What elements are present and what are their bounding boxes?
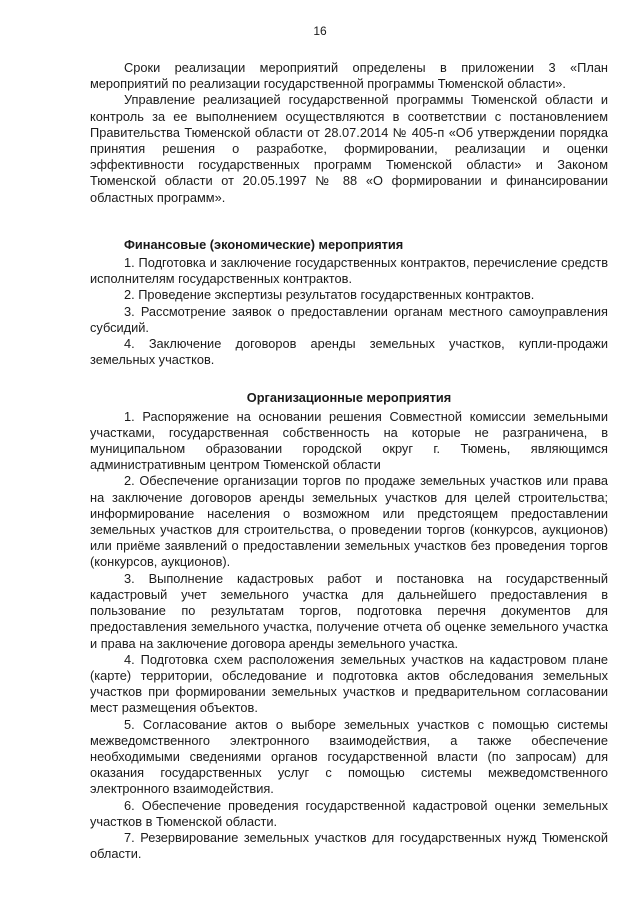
page-number: 16 <box>313 24 327 38</box>
financial-item: 3. Рассмотрение заявок о предоставлении органам местного самоуправления субсидий. <box>90 303 608 335</box>
page-content <box>90 60 608 862</box>
organizational-item: 2. Обеспечение организации торгов по продаже земельных участков или права на заключение договоров аренды земельных участков для целей строительства; информирование населения о возможном или предстоящем предоставлении земельных участков для строительства, о проведении торгов (конкурсов, аукционов) или приёме заявлений о предоставлении земельных участков без проведения торгов (конкурсов, аукционов). <box>90 473 608 570</box>
financial-item: 4. Заключение договоров аренды земельных участков, купли-продажи земельных участков. <box>90 336 608 368</box>
financial-section-title: Финансовые (экономические) мероприятия <box>124 236 404 252</box>
organizational-item: 5. Согласование актов о выборе земельных участков с помощью системы межведомственного электронного взаимодействия, а также обеспечение необходимыми сведениями органов государственной власти (по запросам) для оказания государственных услуг с помощью системы межведомственного электронного взаимодействия. <box>90 716 608 797</box>
organizational-section-title: Организационные мероприятия <box>246 390 452 406</box>
organizational-item: 3. Выполнение кадастровых работ и постановка на государственный кадастровый учет земельного участка для дальнейшего предоставления в пользование по результатам торгов, подготовка перечня документов для предоставления земельного участка, получение отчета об оценке земельного участка и права на заключение договора аренды земельного участка. <box>90 570 608 651</box>
organizational-item: 6. Обеспечение проведения государственной кадастровой оценки земельных участков в Тюменской области. <box>90 797 608 829</box>
financial-item: 1. Подготовка и заключение государственных контрактов, перечисление средств исполнителям государственных контрактов. <box>90 255 608 287</box>
organizational-item: 1. Распоряжение на основании решения Совместной комиссии земельными участками, государственная собственность на которые не разграничена, в муниципальном образовании городской округ г. Тюмень, являющимся административным центром Тюменской области <box>90 408 608 473</box>
intro-paragraph: Управление реализацией государственной программы Тюменской области и контроль за ее выполнением осуществляются в соответствии с постановлением Правительства Тюменской области от 28.07.2014 № 405-п «Об утверждении порядка принятия решения о разработке, формировании, реализации и оценки эффективности государственных программ Тюменской области» и Законом Тюменской области от 20.05.1997 № 88 «О формировании и финансировании областных программ». <box>90 92 608 205</box>
organizational-item: 7. Резервирование земельных участков для государственных нужд Тюменской области. <box>90 829 608 862</box>
financial-item: 2. Проведение экспертизы результатов государственных контрактов. <box>124 287 535 303</box>
intro-paragraph: Сроки реализации мероприятий определены в приложении 3 «План мероприятий по реализации государственной программы Тюменской области». <box>90 60 608 92</box>
organizational-item: 4. Подготовка схем расположения земельных участков на кадастровом плане (карте) территории, обследование и подготовка актов обследования земельных участков при формировании земельных участков и предварительном согласовании мест размещения объектов. <box>90 651 608 716</box>
